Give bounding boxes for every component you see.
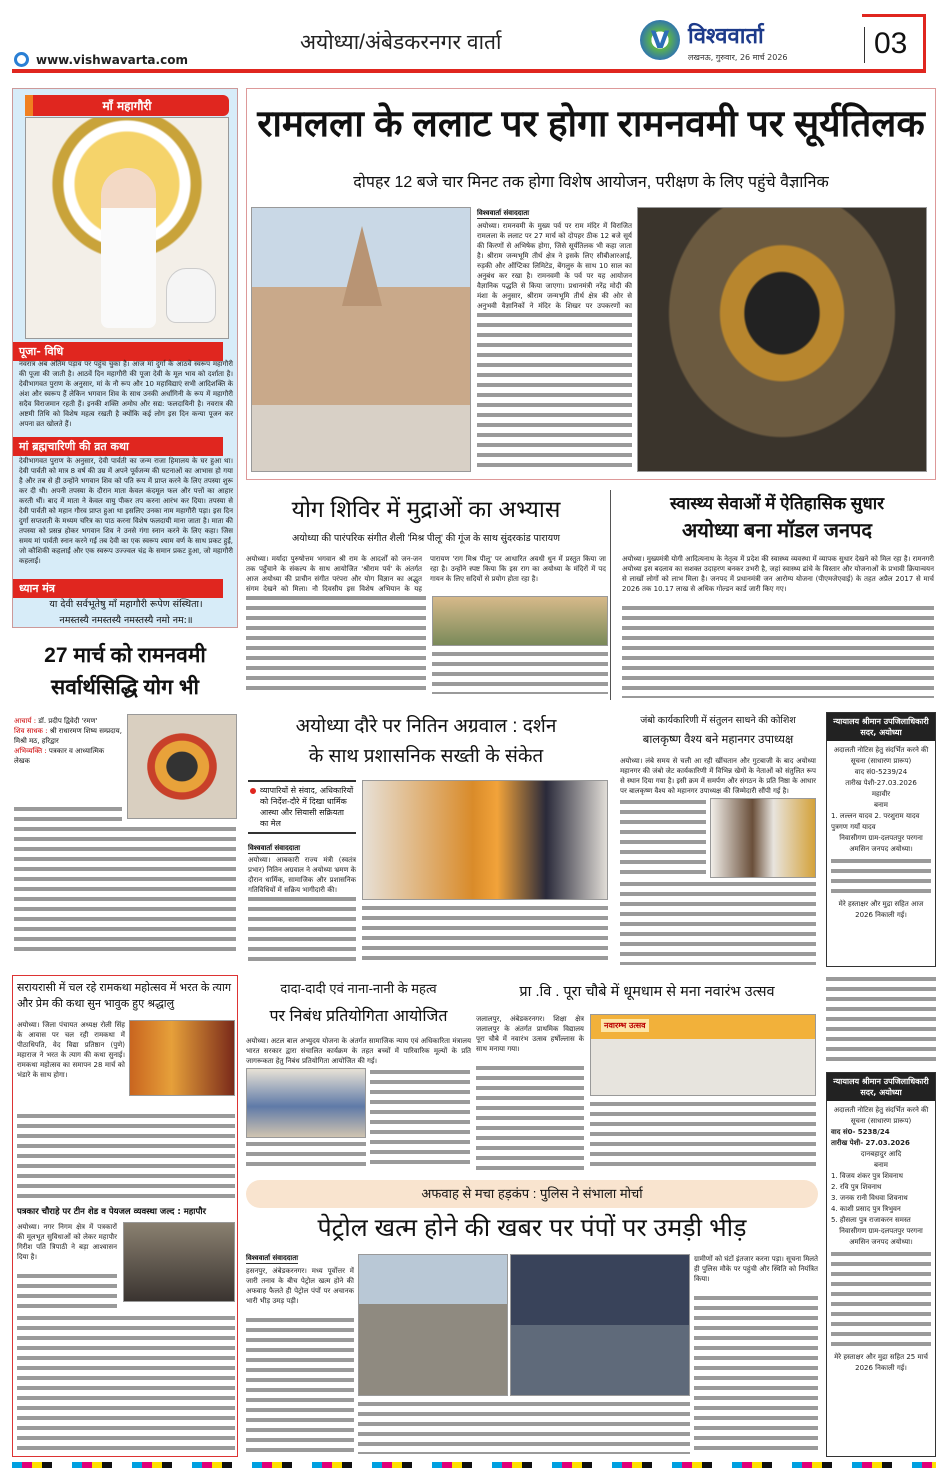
lead-text: अयोध्या। रामनवमी के मुख्य पर्व पर राम मंदिर में विराजित रामलला के ललाट पर 27 मार्च को दोपहर ठीक 12 बजे सूर्य की किरणों से अभिषेक होगा, जिसे सूर्यतिलक भी कहा जाता है। श्रीराम जन्मभूमि तीर्थ क्षेत्र ने इसके लिए सीबीआरआई, रुड़की और ऑप्टिका लिमिटेड, बेंगलुरु के साथ 10 साल का अनुबंध कर रखा है। रामनवमी के पर्व पर यह आयोजन वैज्ञानिक पद्धति से किया जाएगा। प्रधानमंत्री नरेंद्र मोदी की मंशा के अनुसार, श्रीराम जन्मभूमि तीर्थ क्षेत्र की ओर से अनुभवी वैज्ञानिकों ने मंदिर के शिखर पर उपकरणों का	[477, 222, 632, 310]
dada-text: अयोध्या। अटल बाल अभ्युदय योजना के अंतर्गत सामाजिक न्याय एवं अधिकारिता मंत्रालय भारत सरकार द्वारा संचालित कार्यक्रम के तहत बच्चों में पारिवारिक मूल्यों के प्रति जागरूकता हेतु निबंध प्रतियोगिता आयोजित की गई।	[246, 1037, 471, 1065]
sarayu-article	[12, 975, 238, 1457]
lead-text-cont	[477, 311, 632, 471]
health-text-cont	[622, 604, 934, 698]
ramlalla-idol-photo	[637, 207, 927, 472]
notice-2-respondent: 2. रवि पुत्र शिवनाथ	[831, 1183, 882, 1191]
yoga-text: अयोध्या। मर्यादा पुरुषोत्तम भगवान श्री राम के आदर्शों को जन-जन तक पहुँचाने के संकल्प के साथ आयोजित 'श्रीराम पर्व' के अंतर्गत आज अयोध्या की प्राचीन संगीत परंपरा और योग विज्ञान का अद्भुत संगम देखने को मिला। नौ दिवसीय इस विशेष अभियान के यह पारायण 'राग मिश्र पीलू' पर आधारित अवधी धुन में प्रस्तुत किया जा रहा है। उन्होंने स्पष्ट किया कि इस राग का अयोध्या के मंदिरों में पद गायन के लिए सदियों से प्रयोग होता रहा है।	[246, 555, 606, 593]
nitin-headline-1: अयोध्या दौरे पर नितिन अग्रवाल : दर्शन	[295, 716, 557, 737]
dada-text-cont-2	[246, 1140, 366, 1170]
notice-1-date: तारीख पेशी-27.03.2026	[845, 779, 917, 787]
lead-subhead: दोपहर 12 बजे चार मिनट तक होगा विशेष आयोजन, परीक्षण के लिए पहुंचे वैज्ञानिक	[353, 174, 829, 191]
yoga-article	[246, 490, 611, 700]
nitin-byline: विश्ववार्ता संवाददाता	[248, 844, 301, 852]
notice-2-signature: मेरे हस्ताक्षर और मुद्रा सहित 25 मार्च 2026 निकाली गई।	[834, 1353, 928, 1372]
sadhak-label: शिव साधक :	[14, 727, 48, 735]
nitin-highlight	[248, 780, 356, 834]
lead-article	[246, 88, 936, 480]
acharya-name: डॉ. प्रदीप द्विवेदी 'रमण'	[38, 717, 98, 725]
lead-byline: विश्ववार्ता संवाददाता	[477, 209, 530, 217]
notice-1-versus: बनाम	[874, 801, 888, 809]
mayor-text: अयोध्या। नगर निगम क्षेत्र में पत्रकारों की मूलभूत सुविधाओं को लेकर महापौर गिरीश पति त्रिपाठी ने बड़ा आश्वासन दिया है।	[17, 1223, 117, 1261]
health-article	[618, 490, 936, 700]
petrol-article	[246, 1180, 818, 1457]
notice-1-party: महावीर	[871, 790, 891, 798]
court-notice-1	[826, 712, 936, 967]
notice-1-intro: अदालती नोटिस हेतु संदर्भित करने की सूचना (साधारण प्रारूप)	[833, 746, 929, 765]
dada-text-cont	[370, 1068, 470, 1168]
chaube-text-cont-2	[590, 1100, 816, 1170]
nitin-text-cont-2	[362, 904, 608, 964]
mahagauri-panel	[12, 88, 238, 628]
website-link[interactable]: www.vishwavarta.com	[36, 53, 188, 67]
mayor-text-cont	[17, 1272, 117, 1312]
dateline: लखनऊ, गुरुवार, 26 मार्च 2026	[688, 53, 788, 62]
notice-1-heading: न्यायालय श्रीमान उपजिलाधिकारी सदर, अयोध्या	[827, 713, 935, 741]
nitin-photo	[362, 780, 608, 900]
sarayu-photo	[129, 1020, 235, 1096]
acharya-label: आचार्य :	[14, 717, 37, 725]
sadhak-name: श्री राधारमण शिष्य सम्प्रदाय, मिश्री मठ, हरिद्वार	[14, 727, 122, 745]
petrol-text-cont-2	[358, 1400, 690, 1454]
bullet-icon	[250, 788, 256, 794]
mayor-headline: पत्रकार चौराहे पर टीन शेड व पेयजल व्यवस्था जल्द : महापौर	[17, 1207, 207, 1217]
notice-2-heading: न्यायालय श्रीमान उपजिलाधिकारी सदर, अयोध्या	[827, 1073, 935, 1101]
notice-2-respondent: 4. काशी प्रसाद पुत्र त्रिभुवन	[831, 1205, 901, 1213]
nitin-headline-2: के साथ प्रशासनिक सख्ती के संकेत	[308, 746, 544, 767]
yoga-photo	[432, 596, 608, 646]
petrol-pump-photo-2	[510, 1254, 690, 1396]
navarambh-photo	[590, 1014, 816, 1096]
ramnavami-headline-1: 27 मार्च को रामनवमी	[44, 644, 206, 667]
notice-1-continuation	[826, 975, 936, 1065]
notice-2-respondent: 5. हौसला पुत्र राजाकरन समस्त	[831, 1216, 911, 1224]
ie-icon	[14, 52, 29, 67]
jumbo-text: अयोध्या। लंबे समय से चली आ रही खींचतान और गुटबाजी के बाद अयोध्या महानगर की जंबो जेट कार्यकारिणी में विभिन्न खेमों के नेताओं को संतुलित रूप से स्थान दिया गया है। इसी क्रम में समर्पण और संगठन के प्रति निष्ठा के आधार पर बालकृष्ण वैश्य को महानगर उपाध्यक्ष की जिम्मेदारी सौंपी गई है।	[620, 757, 816, 795]
mantra-line-2: नमस्तस्यै नमस्तस्यै नमस्तस्यै नमो नम:॥	[59, 615, 193, 626]
ramnavami-body	[14, 805, 122, 825]
notice-2-date: तारीख पेशी- 27.03.2026	[831, 1139, 910, 1147]
nitin-text: अयोध्या। आबकारी राज्य मंत्री (स्वतंत्र प्रभार) नितिन अग्रवाल ने अयोध्या भ्रमण के दौरान धार्मिक, सामाजिक और प्रशासनिक गतिविधियों में सक्रिय भागीदारी की।	[248, 856, 356, 894]
lead-headline: रामलला के ललाट पर होगा रामनवमी पर सूर्यतिलक	[257, 103, 925, 144]
notice-1-residence: निवासीगण ग्राम-दलपतपुर परगना अमसिन जनपद अयोध्या।	[839, 834, 923, 853]
brand-logo-icon: V	[640, 20, 680, 60]
katha-heading: मां ब्रह्मचारिणी की व्रत कथा	[13, 437, 223, 456]
header-rule	[12, 69, 926, 73]
sarayu-text: अयोध्या। जिला पंचायत अध्यक्ष रोली सिंह के आवास पर चल रही रामकथा में पीठाधिपति, वेद विद्या प्रतिष्ठान (पुणे) महाराज ने भरत के त्याग की कथा सुनाई। रामकथा महोत्सव का समापन 28 मार्च को भंडारे के साथ होगा।	[17, 1021, 125, 1079]
court-notice-2	[826, 1072, 936, 1457]
temple-photo	[251, 207, 471, 472]
notice-2-respondent: 1. विजय शंकर पुत्र शिवनाथ	[831, 1172, 904, 1180]
dada-headline-2: पर निबंध प्रतियोगिता आयोजित	[269, 1008, 448, 1025]
petrol-text-cont	[246, 1316, 354, 1454]
petrol-text-right: ग्रामीणों को घंटों इंतजार करना पड़ा। सूचना मिलते ही पुलिस मौके पर पहुंची और स्थिति को नियंत्रित किया।	[694, 1255, 818, 1283]
chaube-article	[476, 978, 818, 1173]
masthead	[0, 0, 945, 80]
petrol-headline: पेट्रोल खत्म होने की खबर पर पंपों पर उमड़ी भीड़	[317, 1214, 747, 1242]
print-registration-strip	[12, 1462, 936, 1468]
health-headline-2: अयोध्या बना मॉडल जनपद	[681, 520, 873, 542]
health-headline-1: स्वास्थ्य सेवाओं में ऐतिहासिक सुधार	[669, 494, 885, 513]
puja-text: नवरात्र अब अंतिम पड़ाव पर पहुंच चुका है। आज मां दुर्गा के आठवें स्वरूप महागौरी की पूजा की जाती है। आठवें दिन महागौरी की पूजा देवी के मूल भाव को दर्शाता है। देवीभागवत पुराण के अनुसार, मां के नौ रूप और 10 महाविद्याएं सभी आदिशक्ति के अंश और स्वरूप हैं लेकिन भगवान शिव के साथ उनकी अर्धांगिनी के रूप में महागौरी सदैव विराजमान रहती हैं। इनकी शक्ति अमोघ और सद्य: फलदायिनी है। नवरात्र की अष्टमी तिथि को विशेष महत्व रखती है क्योंकि कई लोग इस दिन कन्या पूजन कर अपना व्रत खोलते हैं।	[19, 360, 233, 428]
yoga-text-cont	[246, 594, 426, 694]
jumbo-article	[618, 712, 818, 967]
page-number-box	[862, 14, 926, 72]
page-number: 03	[874, 27, 908, 60]
navarambh-banner: नवारम्भ उत्सव	[601, 1019, 649, 1032]
mayor-text-cont-2	[17, 1314, 235, 1454]
chaube-text-cont	[476, 1064, 584, 1170]
section-title: अयोध्या/अंबेडकरनगर वार्ता	[300, 31, 502, 54]
nitin-highlight-text: व्यापारियों से संवाद, अधिकारियों को निर्देश-दौरे में दिखा धार्मिक आस्था और सियासी सक्रियता का मेल	[260, 786, 354, 828]
nitin-article	[246, 712, 611, 967]
mantra-line-1: या देवी सर्वभूतेषु माँ महागौरी रूपेण संस्थिता।	[49, 599, 203, 610]
abhivyakti-label: अभिव्यक्ति :	[14, 747, 47, 755]
ramlalla-photo	[127, 714, 237, 819]
abhivyakti-name: पत्रकार व आध्यात्मिक लेखक	[14, 747, 105, 765]
sarayu-headline: सरायरासी में चल रहे रामकथा महोत्सव में भरत के त्याग और प्रेम की कथा सुन भावुक हुए श्रद्धालु	[17, 982, 232, 1010]
notice-2-intro: अदालती नोटिस हेतु संदर्भित करने की सूचना (साधारण प्रारूप)	[833, 1106, 929, 1125]
balkrishna-photo	[710, 798, 816, 878]
petrol-byline: विश्ववार्ता संवाददाता	[246, 1254, 299, 1262]
mahagauri-image	[25, 117, 229, 339]
mantra-heading: ध्यान मंत्र	[13, 579, 223, 598]
notice-2-case: वाद सं0- 5238/24	[831, 1128, 890, 1136]
jumbo-headline-2: बालकृष्ण वैश्य बने महानगर उपाध्यक्ष	[642, 734, 794, 746]
sarayu-text-cont	[17, 1112, 235, 1202]
nitin-text-cont	[248, 895, 356, 965]
mayor-photo	[123, 1222, 235, 1302]
mahagauri-title: माँ महागौरी	[25, 95, 229, 116]
notice-2-versus: बनाम	[874, 1161, 888, 1169]
jumbo-text-cont-2	[620, 880, 816, 965]
notice-1-signature: मेरे हस्ताक्षर और मुद्रा सहित आज 2026 निकाली गई।	[838, 900, 924, 919]
essay-competition-photo	[246, 1068, 366, 1138]
notice-1-case: वाद सं0-5239/24	[854, 768, 908, 776]
petrol-text-right-cont	[694, 1294, 818, 1454]
jumbo-text-cont	[620, 798, 706, 878]
notice-2-party: दानबहादुर आदि	[860, 1150, 902, 1158]
ramnavami-body-lower	[14, 825, 236, 955]
petrol-pump-photo-1	[358, 1254, 508, 1396]
dada-dadi-article	[246, 978, 471, 1173]
notice-2-respondent: 3. जनक रानी विधवा शिवनाथ	[831, 1194, 908, 1202]
notice-1-respondents: 1. लल्लन यादव 2. परशुराम यादव पुत्रगण गयाँ यादव	[831, 812, 920, 831]
yoga-headline: योग शिविर में मुद्राओं का अभ्यास	[291, 496, 561, 522]
petrol-text: हसनपुर, अंबेडकरनगर। मध्य पूर्वोत्तर में जारी तनाव के बीच पेट्रोल खत्म होने की अफवाह फैलते ही पेट्रोल पंपों पर अचानक भारी भीड़ उमड़ पड़ी।	[246, 1267, 354, 1305]
chaube-headline: प्रा .वि . पूरा चौबे में धूमधाम से मना नवारंभ उत्सव	[519, 984, 775, 1000]
petrol-kicker: अफवाह से मचा हड़कंप : पुलिस ने संभाला मोर्चा	[246, 1180, 818, 1208]
health-text: अयोध्या। मुख्यमंत्री योगी आदित्यनाथ के नेतृत्व में प्रदेश की स्वास्थ्य व्यवस्था में व्यापक सुधार देखने को मिल रहा है। रामनगरी अयोध्या इस बदलाव का सशक्त उदाहरण बनकर उभरी है, जहां स्वास्थ्य ढांचे के विस्तार और योजनाओं के प्रभावी क्रियान्वयन से लाखों लोगों को लाभ मिला है। जनपद में प्रधानमंत्री जन आरोग्य योजना (पीएमजेएवाई) के तहत अप्रैल 2017 से मार्च 2026 तक 10.17 लाख से अधिक गोल्डन कार्ड जारी किए गए।	[622, 555, 934, 593]
ramnavami-article	[12, 640, 238, 965]
notice-2-residence: निवासीगण ग्राम-दलपतपुर परगना अमसिन जनपद अयोध्या।	[839, 1227, 923, 1246]
dada-headline-1: दादा-दादी एवं नाना-नानी के महत्व	[280, 981, 437, 996]
ramnavami-headline-2: सर्वार्थसिद्धि योग भी	[51, 676, 199, 699]
jumbo-headline-1: जंबो कार्यकारिणी में संतुलन साधने की कोशिश	[640, 715, 796, 726]
chaube-text: जलालपुर, अंबेडकरनगर। शिक्षा क्षेत्र जलालपुर के अंतर्गत प्राथमिक विद्यालय पूरा चौबे में नवारंभ उत्सव हर्षोल्लास के साथ मनाया गया।	[476, 1015, 584, 1053]
brand-name: विश्ववार्ता	[688, 24, 764, 49]
yoga-text-cont-2	[432, 650, 608, 694]
yoga-subhead: अयोध्या की पारंपरिक संगीत शैली 'मिश्र पीलू' की गूंज के साथ सुंदरकांड पारायण	[292, 533, 560, 544]
puja-heading: पूजा- विधि	[13, 342, 223, 361]
katha-text: देवीभागवत पुराण के अनुसार, देवी पार्वती का जन्म राजा हिमालय के घर हुआ था। देवी पार्वती को मात्र 8 वर्ष की उम्र में अपने पूर्वजन्म की घटनाओं का आभास हो गया है और तब से ही उन्होंने भगवान शिव को पति रूप में प्राप्त करने के लिए तपस्या शुरू कर दी थी। अपनी तपस्या के दौरान माता केवल कंदमूल फल और पत्तों का आहार करती थीं। बाद में माता ने केवल वायु पीकर तप करना आरंभ कर दिया। तपस्या से देवी पार्वती को महान गौरव प्राप्त हुआ था इसलिए उनका नाम महागौरी पड़ा। इस दिन दुर्गा सप्तशती के मध्यम चरित्र का पाठ करना विशेष फलदायी माना जाता है। माता की तपस्या को प्रसन्न होकर भगवान शिव ने उनसे गंगा स्नान करने के लिए कहा। जिस समय मां पार्वती स्नान करने गईं तब देवी का एक स्वरूप श्याम वर्ण के साथ प्रकट हुईं, जो कौशिकी कहलाईं और एक स्वरूप उज्ज्वल चंद्र के समान प्रकट हुआ, जो महागौरी कहलाईं।	[19, 457, 233, 565]
